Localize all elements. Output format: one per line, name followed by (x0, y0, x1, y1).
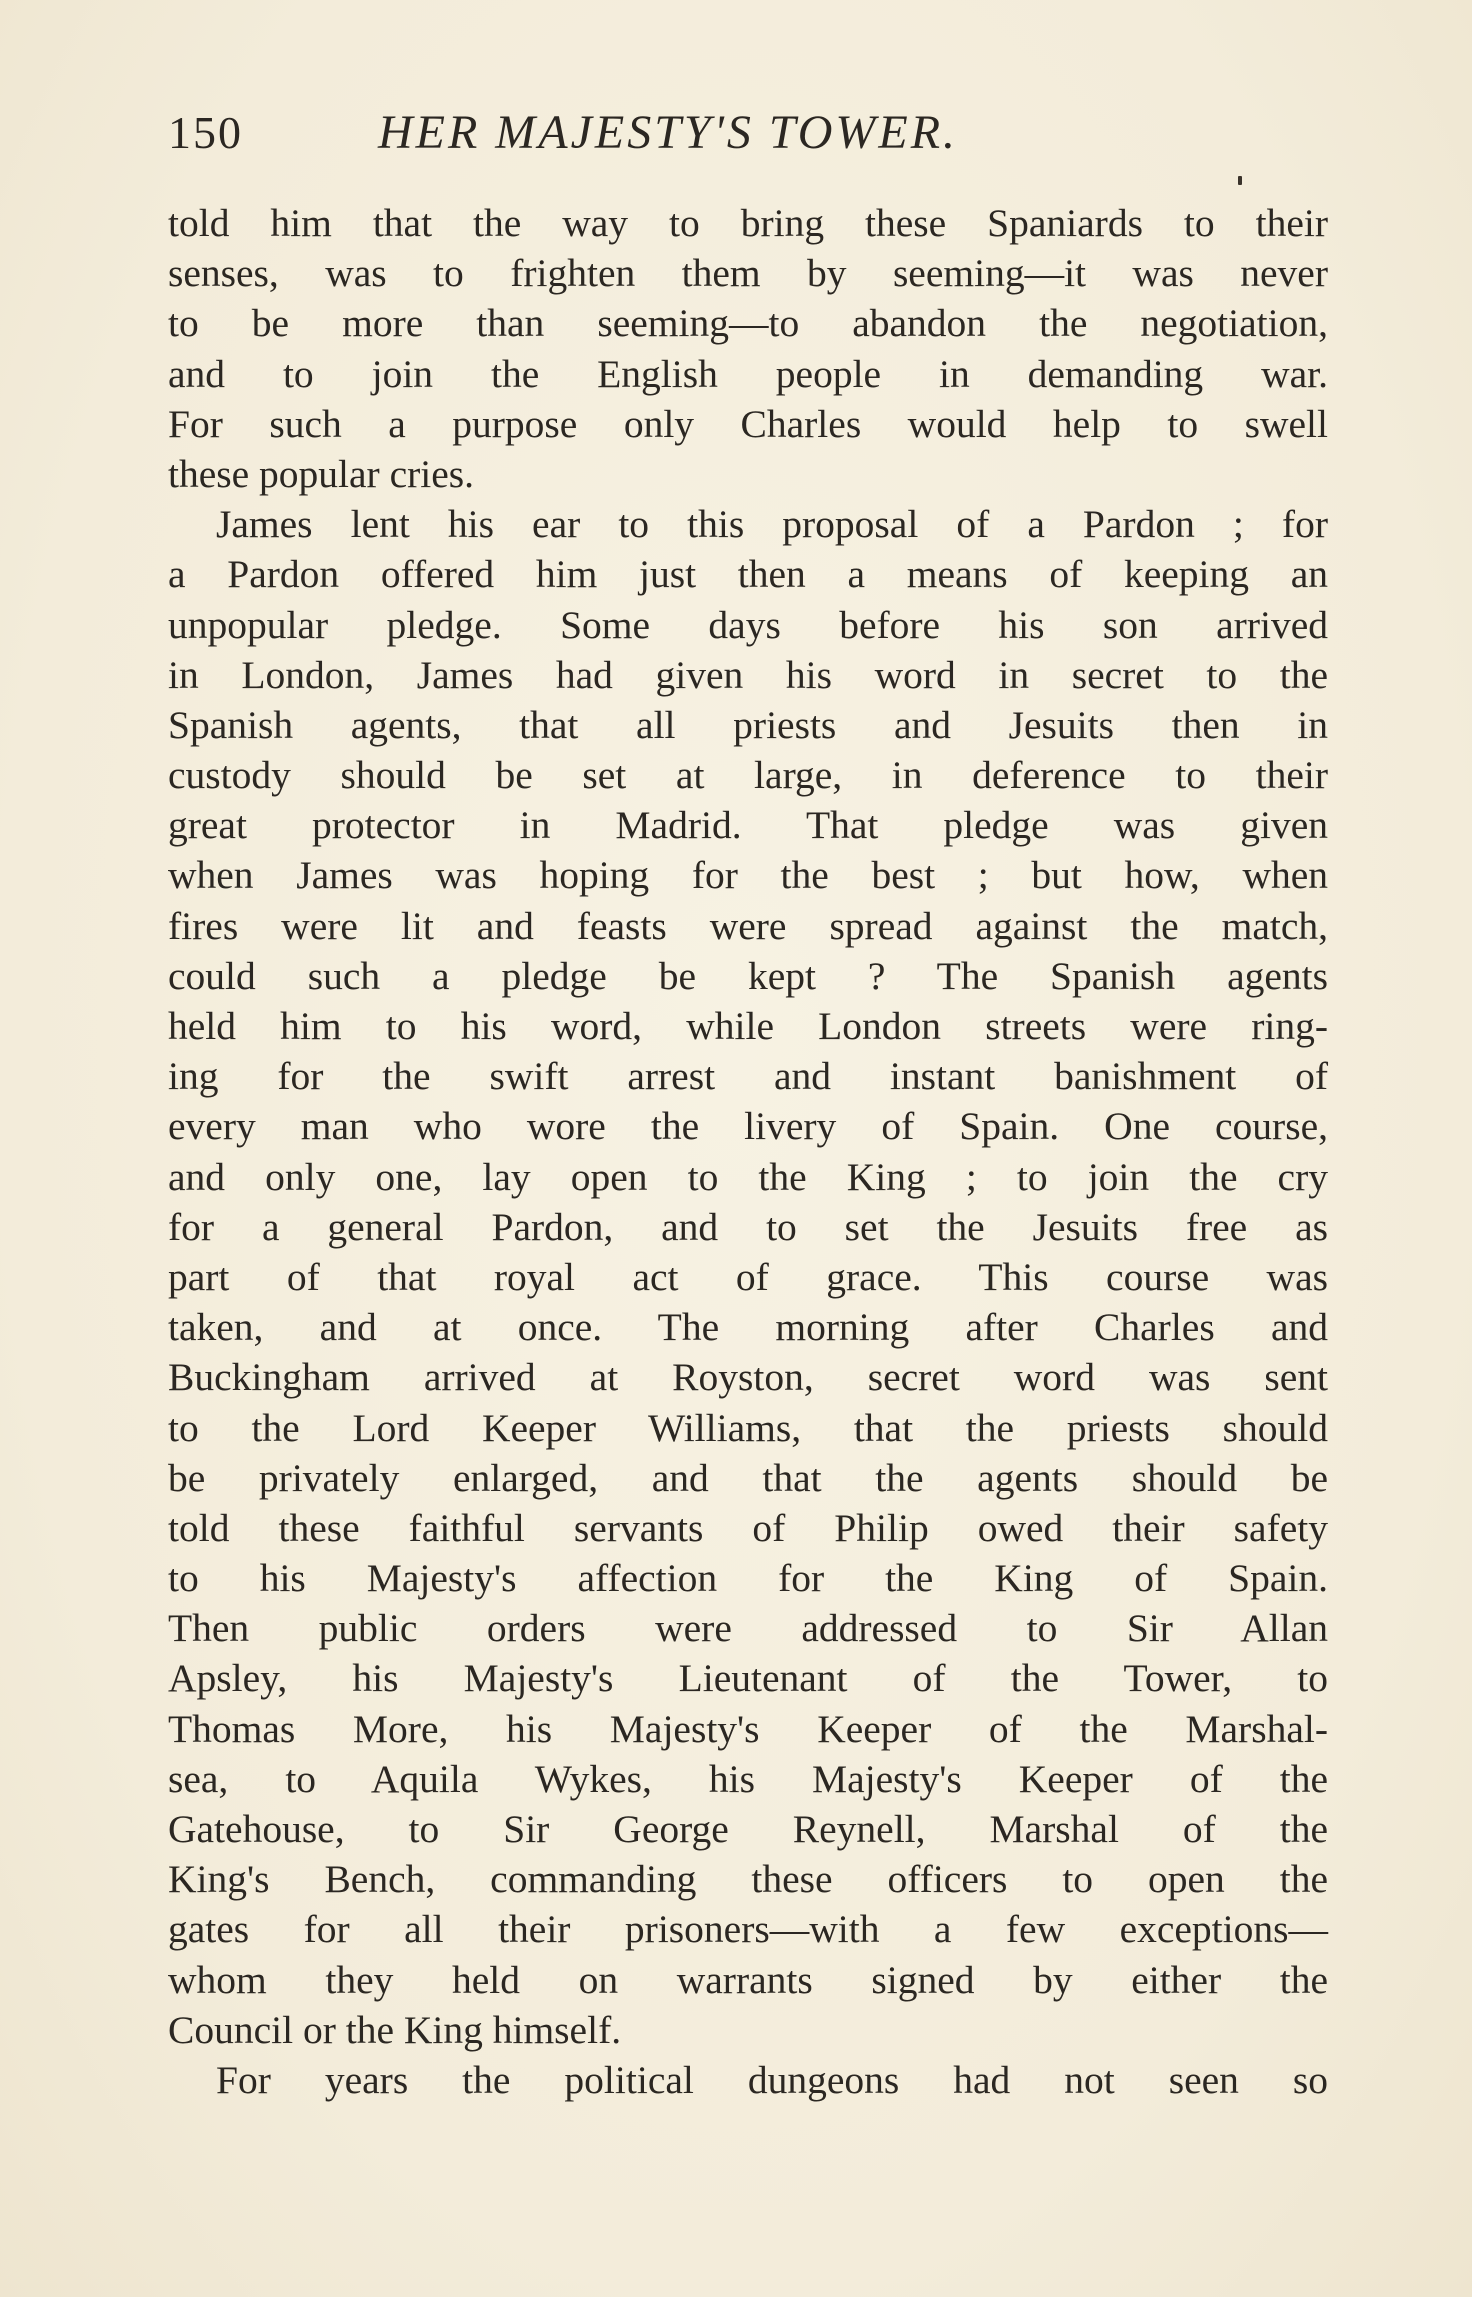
text-line: taken, and at once. The morning after Charles and (168, 1305, 1328, 1350)
text-line: told these faithful servants of Philip owed their safety (168, 1505, 1328, 1550)
text-line: for a general Pardon, and to set the Jesuits free as (168, 1204, 1328, 1249)
text-line: in London, James had given his word in secret to the (168, 652, 1328, 697)
text-line: custody should be set at large, in deference to their (168, 753, 1328, 798)
text-line: Apsley, his Majesty's Lieutenant of the Tower, to (168, 1656, 1328, 1701)
text-line: great protector in Madrid. That pledge was given (168, 803, 1328, 848)
text-line: For such a purpose only Charles would help to swell (168, 401, 1328, 446)
text-line: gates for all their prisoners—with a few exceptions— (168, 1907, 1328, 1952)
text-line: King's Bench, commanding these officers to open the (168, 1857, 1328, 1902)
text-line: every man who wore the livery of Spain. One course, (168, 1104, 1328, 1149)
text-line: sea, to Aquila Wykes, his Majesty's Keeper of the (168, 1756, 1328, 1801)
text-line: a Pardon offered him just then a means of keeping an (168, 552, 1328, 597)
text-line: Then public orders were addressed to Sir Allan (168, 1606, 1328, 1651)
text-line: could such a pledge be kept ? The Spanish agents (168, 953, 1328, 998)
text-line: to his Majesty's affection for the King of Spain. (168, 1556, 1328, 1601)
text-line: to be more than seeming—to abandon the negotiation, (168, 301, 1328, 346)
body-text (168, 198, 1328, 2105)
text-line: be privately enlarged, and that the agents should be (168, 1455, 1328, 1500)
text-line: ing for the swift arrest and instant banishment of (168, 1054, 1328, 1099)
text-line: Buckingham arrived at Royston, secret word was sent (168, 1355, 1328, 1400)
text-line: senses, was to frighten them by seeming—it was never (168, 251, 1328, 296)
text-line: James lent his ear to this proposal of a Pardon ; for (216, 502, 1328, 547)
text-line: unpopular pledge. Some days before his son arrived (168, 602, 1328, 647)
text-line: Spanish agents, that all priests and Jesuits then in (168, 702, 1328, 747)
ink-speck (1238, 176, 1242, 185)
text-line: these popular cries. (168, 451, 475, 496)
text-line: Thomas More, his Majesty's Keeper of the Marshal- (168, 1706, 1328, 1751)
text-line: For years the political dungeons had not seen so (216, 2057, 1328, 2102)
text-line: Gatehouse, to Sir George Reynell, Marshal of the (168, 1807, 1328, 1851)
text-line: held him to his word, while London streets were ring- (168, 1004, 1328, 1048)
text-line: whom they held on warrants signed by either the (168, 1957, 1328, 2002)
text-line: Council or the King himself. (168, 2007, 622, 2052)
text-line: and to join the English people in demanding war. (168, 351, 1328, 396)
text-line: part of that royal act of grace. This course was (168, 1254, 1328, 1299)
text-line: when James was hoping for the best ; but how, when (168, 853, 1328, 898)
text-line: and only one, lay open to the King ; to join the cry (168, 1154, 1328, 1199)
running-title: HER MAJESTY'S TOWER. (378, 106, 959, 159)
text-line: to the Lord Keeper Williams, that the priests should (168, 1405, 1328, 1450)
page-header (168, 98, 1328, 168)
text-line: fires were lit and feasts were spread against the match, (168, 903, 1328, 948)
text-line: told him that the way to bring these Spaniards to their (168, 201, 1328, 245)
page-number: 150 (168, 107, 243, 158)
